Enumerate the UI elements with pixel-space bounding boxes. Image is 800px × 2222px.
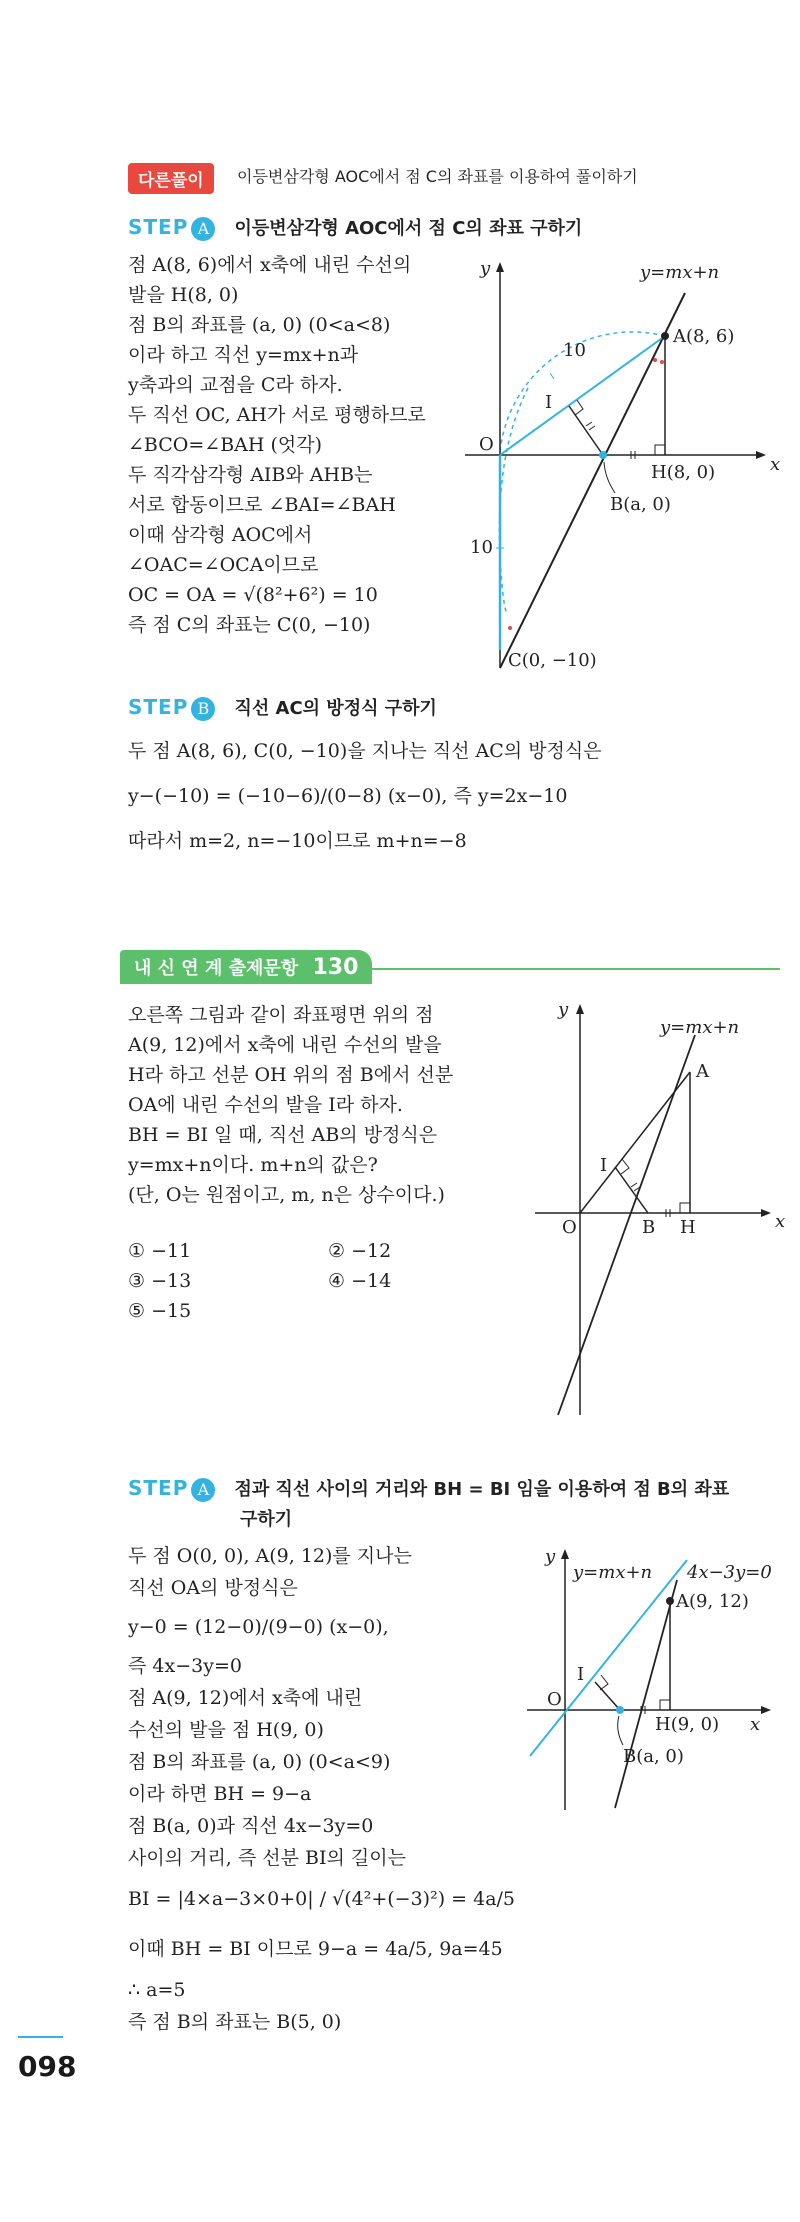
text-line: ∴ a=5 [128,1979,186,2001]
text-line: y−0 = (12−0)/(9−0) (x−0), [128,1616,389,1638]
label-O: O [562,1217,577,1238]
label-line: y=mx+n [640,262,720,283]
x-axis-arrow [756,451,766,459]
label-x: x [775,1211,786,1232]
point-B [599,451,607,459]
text-line: ∠BCO=∠BAH (엇각) [128,434,323,456]
label-B: B(a, 0) [623,1746,684,1767]
text-line: 즉 점 C의 좌표는 C(0, −10) [128,614,371,636]
alt-intro: 이등변삼각형 AOC에서 점 C의 좌표를 이용하여 풀이하기 [237,167,638,186]
x-axis-arrow [761,1706,771,1714]
text-line: 즉 점 B의 좌표는 B(5, 0) [128,2011,342,2033]
text-line: 두 직각삼각형 AIB와 AHB는 [128,464,373,486]
text-line: 즉 4x−3y=0 [128,1655,242,1677]
text-line: ∠OAC=∠OCA이므로 [128,554,319,576]
tick [586,422,592,426]
text-line: 두 점 O(0, 0), A(9, 12)를 지나는 [128,1545,412,1567]
choice-1[interactable]: ① −11 [128,1240,192,1262]
text-line: 오른쪽 그림과 같이 좌표평면 위의 점 [128,1004,434,1026]
alt-step-a-heading [128,214,582,241]
right-angle-H [660,1700,670,1710]
label-10-left: 10 [470,537,493,558]
text-line: 점 B의 좌표를 (a, 0) (0<a<9) [128,1751,391,1773]
right-angle-H [680,1203,690,1213]
right-angle-I [575,400,583,415]
step-a-mark: A [191,1478,215,1502]
text-line: y−(−10) = (−10−6)/(0−8) (x−0), 즉 y=2x−10 [128,785,568,807]
line-AB [558,1035,695,1415]
label-line: y=mx+n [660,1017,740,1038]
label-A: A(8, 6) [673,326,735,347]
tick [631,1183,637,1187]
arc-left [499,388,528,613]
x-axis-arrow [761,1209,771,1217]
text-line: y축과의 교점을 C라 하자. [128,374,343,396]
step-title: 이등변삼각형 AOC에서 점 C의 좌표 구하기 [234,218,583,239]
choice-5[interactable]: ⑤ −15 [128,1300,192,1322]
tick [589,426,595,430]
pointer-B [604,462,615,493]
text-line: 두 직선 OC, AH가 서로 평행하므로 [128,404,426,426]
label-y: y [480,258,491,279]
text-line: y=mx+n이다. m+n의 값은? [128,1154,378,1176]
angle-mark [660,360,664,364]
step-title: 직선 AC의 방정식 구하기 [234,698,437,719]
text-line: OA에 내린 수선의 발을 I라 하자. [128,1094,403,1116]
step-label: STEP [128,215,189,239]
text-line: OC = OA = √(8²+6²) = 10 [128,584,378,606]
label-H: H(9, 0) [655,1714,720,1735]
label-y: y [545,1546,556,1567]
alt-step-b-heading [128,694,437,721]
text-line: 직선 OA의 방정식은 [128,1577,298,1599]
text-line: 점 A(9, 12)에서 x축에 내린 [128,1687,363,1709]
step-a-mark: A [191,217,215,241]
label-O: O [547,1689,562,1710]
text-line: (단, O는 원점이고, m, n은 상수이다.) [128,1184,445,1206]
step-b-mark: B [191,697,215,721]
label-I: I [600,1155,608,1176]
step-title: 점과 직선 사이의 거리와 BH = BI 임을 이용하여 점 B의 좌표 [234,1479,730,1500]
choice-3[interactable]: ③ −13 [128,1270,192,1292]
step-title-cont: 구하기 [240,1509,293,1530]
label-H: H(8, 0) [651,462,716,483]
point-B [616,1706,624,1714]
label-line-mx: y=mx+n [573,1562,653,1583]
text-line: 이때 삼각형 AOC에서 [128,524,313,546]
label-A: A(9, 12) [676,1591,749,1612]
text-line: 수선의 발을 점 H(9, 0) [128,1719,324,1741]
line-AB [615,1580,677,1808]
label-x: x [770,454,781,475]
page-number: 098 [18,2050,77,2083]
solution-body [128,1540,515,2038]
text-line: 발을 H(8, 0) [128,284,239,306]
problem-number: 130 [312,955,359,980]
choice-4[interactable]: ④ −14 [328,1270,392,1292]
pointer-B [618,1716,623,1745]
label-H: H [680,1217,696,1238]
label-A: A [696,1061,709,1082]
text-line: BH = BI 일 때, 직선 AB의 방정식은 [128,1124,438,1146]
text-line: BI = |4×a−3×0+0| / √(4²+(−3)²) = 4a/5 [128,1888,516,1910]
choice-2[interactable]: ② −12 [328,1240,392,1262]
alt-step-a-body [128,250,426,640]
text-line: 점 B(a, 0)과 직선 4x−3y=0 [128,1815,374,1837]
text-line: 이라 하면 BH = 9−a [128,1783,312,1805]
alt-step-b-body [128,732,602,860]
figure-problem [520,995,800,1425]
point-A [666,1597,674,1605]
angle-mark [508,626,512,630]
text-line: 서로 합동이므로 ∠BAI=∠BAH [128,494,396,516]
label-B: B [642,1217,656,1238]
label-line-oa: 4x−3y=0 [687,1562,772,1583]
page-number-rule [18,2036,63,2038]
text-line: 이때 BH = BI 이므로 9−a = 4a/5, 9a=45 [128,1938,503,1960]
y-axis-arrow [576,1004,584,1014]
text-line: A(9, 12)에서 x축에 내린 수선의 발을 [128,1034,442,1056]
segment-BI [569,406,603,455]
angle-mark [653,358,657,362]
text-line: 점 A(8, 6)에서 x축에 내린 수선의 [128,254,412,276]
text-line: 두 점 A(8, 6), C(0, −10)을 지나는 직선 AC의 방정식은 [128,740,602,762]
label-O: O [479,434,494,455]
label-I: I [577,1664,585,1685]
segment-BI [595,1682,620,1710]
right-angle-H [655,445,665,455]
text-line: 따라서 m=2, n=−10이므로 m+n=−8 [128,830,467,852]
problem-body [128,1000,453,1210]
alt-solution-badge: 다른풀이 [128,163,214,194]
point-A [661,332,669,340]
label-I: I [545,392,553,413]
label-B: B(a, 0) [610,494,671,515]
text-line: 이라 하고 직선 y=mx+n과 [128,344,359,366]
figure-solution [515,1540,800,1820]
text-line: H라 하고 선분 OH 위의 점 B에서 선분 [128,1064,454,1086]
problem-badge [120,950,372,984]
step-label: STEP [128,1476,189,1500]
figure-isosceles-triangle [455,248,795,678]
label-x: x [750,1714,761,1735]
solution-step-a-heading [128,1475,729,1502]
label-C: C(0, −10) [508,650,597,671]
segment-BI [615,1167,648,1213]
label-10-top: 10 [563,340,586,361]
step-label: STEP [128,695,189,719]
y-axis-arrow [561,1549,569,1559]
right-angle-I [600,1675,608,1690]
y-axis-arrow [496,262,504,272]
text-line: 점 B의 좌표를 (a, 0) (0<a<8) [128,314,391,336]
right-angle-I [621,1159,629,1174]
problem-badge-label: 내 신 연 계 출제문항 [134,958,299,979]
text-line: 사이의 거리, 즉 선분 BI의 길이는 [128,1847,406,1869]
label-y: y [558,999,569,1020]
tick [550,373,554,379]
